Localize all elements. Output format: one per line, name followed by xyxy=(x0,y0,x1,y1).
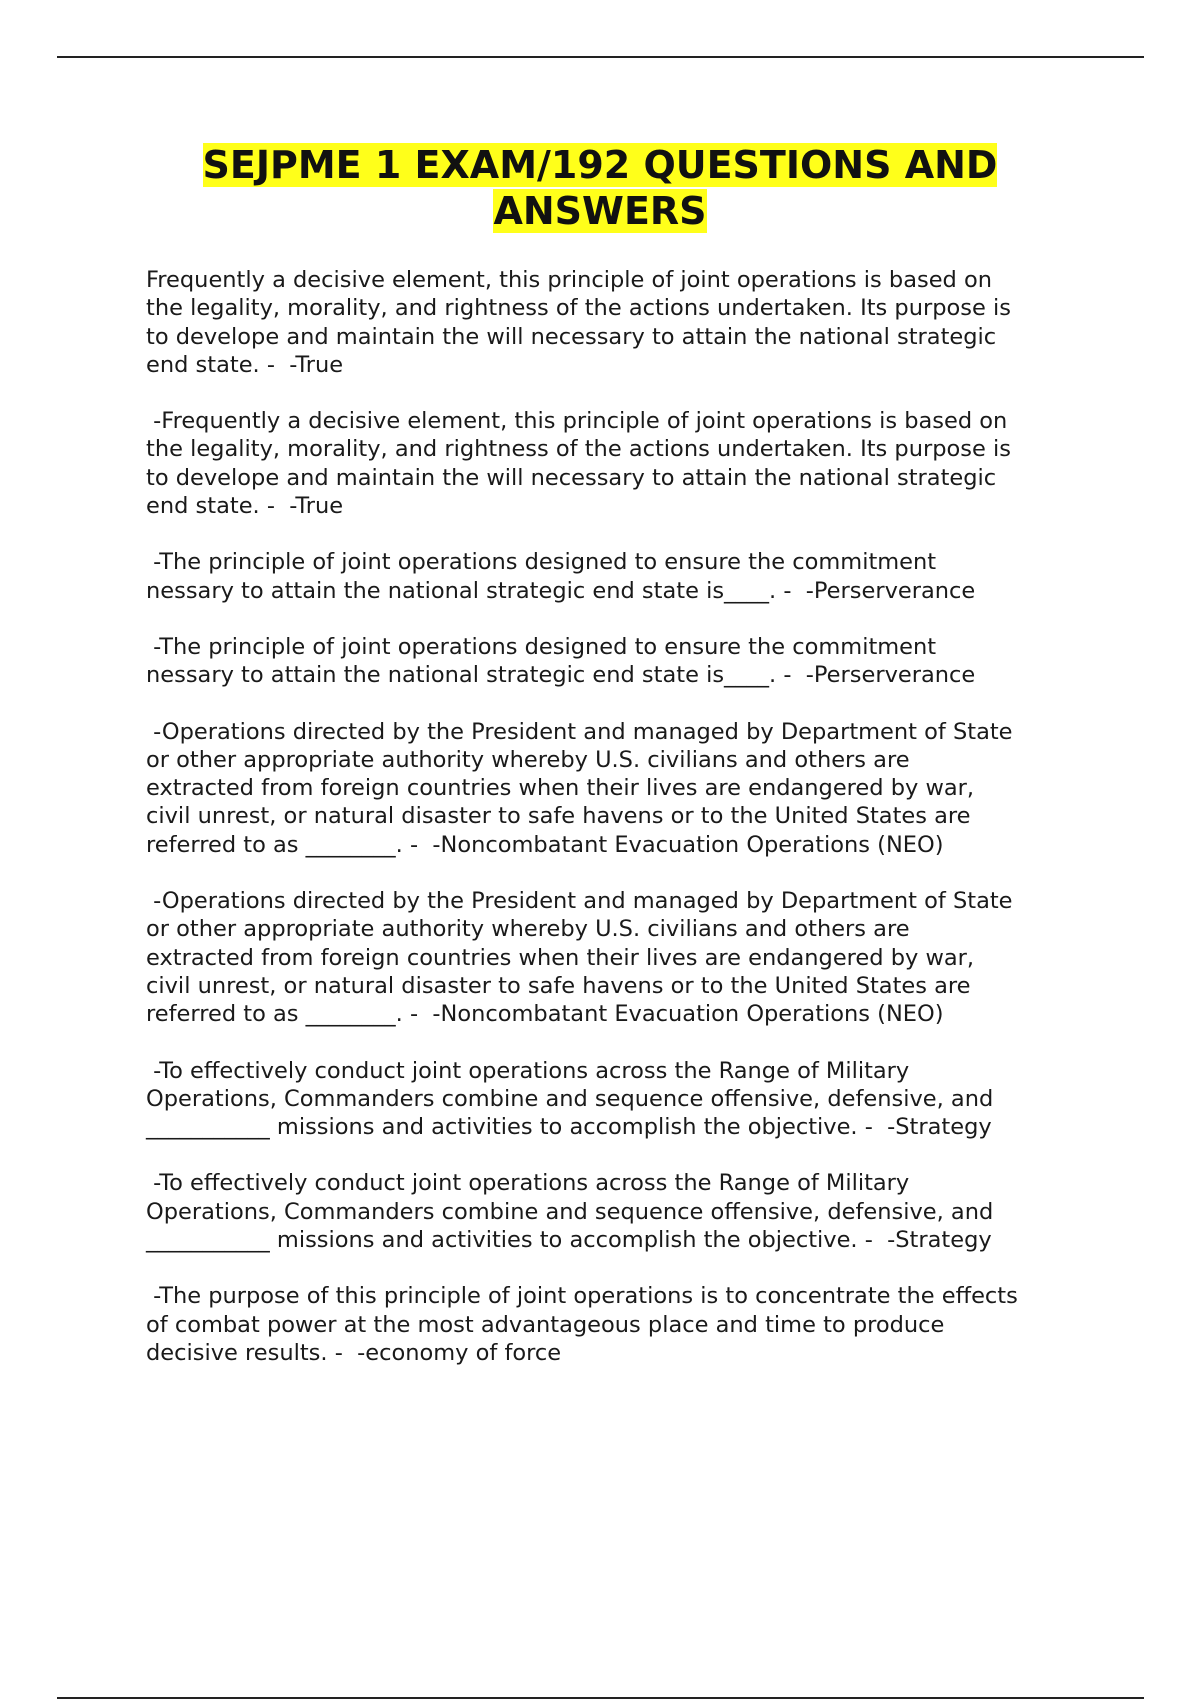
footer-rule xyxy=(57,1697,1144,1699)
document-title xyxy=(0,142,1200,234)
qa-entry: -Operations directed by the President and managed by Department of State or other appropriate authority whereby U.S. civilians and others are extracted from foreign countries when their lives are endangered by war, civil unrest, or natural disaster to safe havens or to the United States are referred to as ________. - -Noncombatant Evacuation Operations (NEO) xyxy=(146,718,1013,858)
qa-list xyxy=(146,266,1096,1395)
qa-entry: -The principle of joint operations designed to ensure the commitment nessary to attain the national strategic end state is____. - -Perserverance xyxy=(146,549,976,604)
qa-entry: -Operations directed by the President and managed by Department of State or other appropriate authority whereby U.S. civilians and others are extracted from foreign countries when their lives are endangered by war, civil unrest, or natural disaster to safe havens or to the United States are referred to as ________. - -Noncombatant Evacuation Operations (NEO) xyxy=(146,888,1013,1028)
qa-entry: -To effectively conduct joint operations across the Range of Military Operations, Commanders combine and sequence offensive, defensive, and ___________ missions and activities to accomplish the objective. - -Strategy xyxy=(146,1170,994,1254)
qa-entry: -The principle of joint operations designed to ensure the commitment nessary to attain the national strategic end state is____. - -Perserverance xyxy=(146,633,976,689)
title-line-2: ANSWERS xyxy=(493,189,707,233)
qa-entry: -To effectively conduct joint operations across the Range of Military Operations, Commanders combine and sequence offensive, defensive, and ___________ missions and activities to accomplish the objective. - -Strategy xyxy=(146,1057,994,1141)
qa-entry: -Frequently a decisive element, this principle of joint operations is based on the legality, morality, and rightness of the actions undertaken. Its purpose is to develope and maintain the will necessary to attain the national strategic end state. - -True xyxy=(146,408,1011,520)
title-line-1: SEJPME 1 EXAM/192 QUESTIONS AND xyxy=(202,143,998,187)
header-rule xyxy=(57,56,1144,58)
qa-entry: Frequently a decisive element, this principle of joint operations is based on the legality, morality, and rightness of the actions undertaken. Its purpose is to develope and maintain the will necessary to attain the national strategic end state. - -True xyxy=(146,267,1011,378)
qa-entry: -The purpose of this principle of joint operations is to concentrate the effects of combat power at the most advantageous place and time to produce decisive results. - -economy of force xyxy=(146,1283,1018,1366)
